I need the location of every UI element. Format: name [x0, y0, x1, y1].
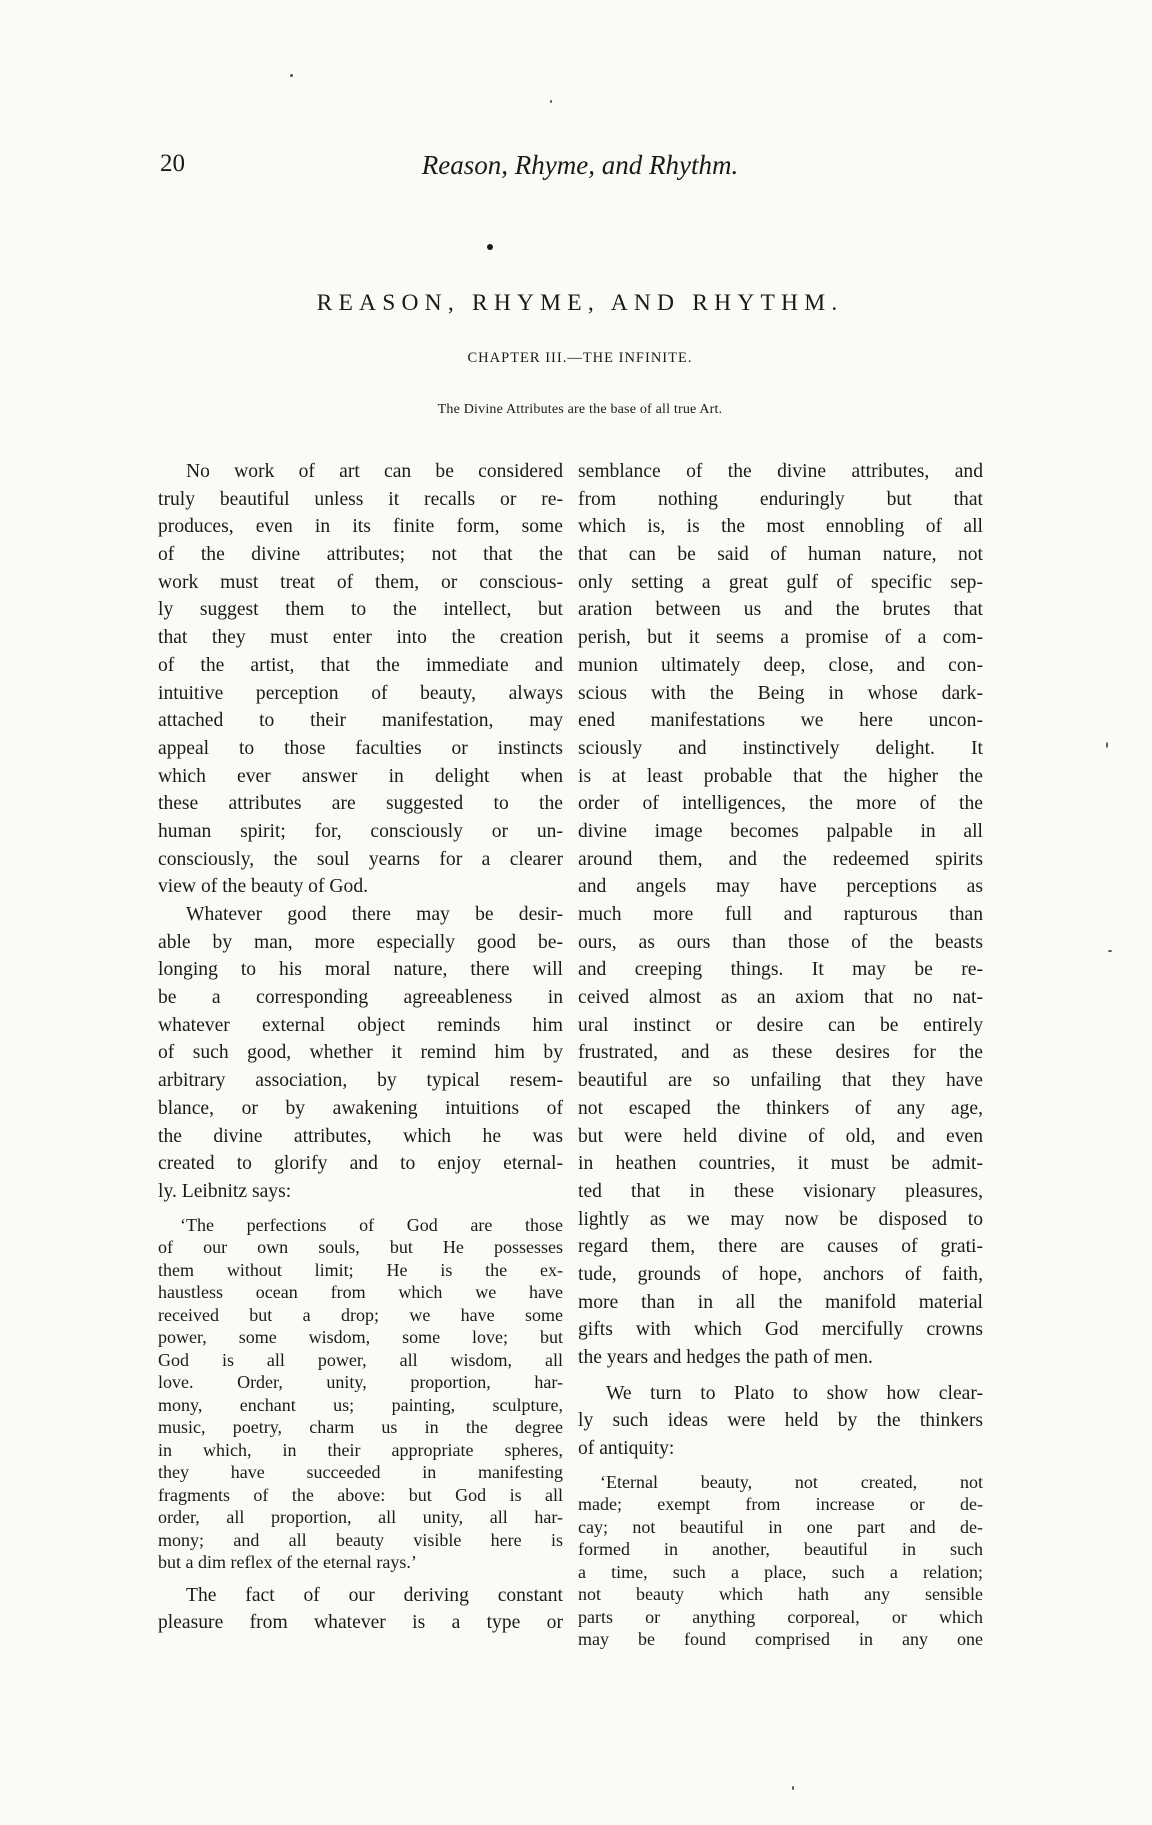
- text-line: only setting a great gulf of specific sep-: [578, 571, 983, 593]
- text-line: semblance of the divine attributes, and: [578, 461, 983, 482]
- quote-line: mony, enchant us; painting, sculpture,: [158, 1394, 563, 1415]
- text-line: of the divine attributes; not that the: [158, 544, 563, 566]
- text-line: The fact of our deriving constant: [186, 1584, 563, 1606]
- quote-line: love. Order, unity, proportion, har-: [158, 1372, 563, 1393]
- text-line: that can be said of human nature, not: [578, 544, 983, 566]
- scan-speck: [550, 100, 552, 103]
- text-line: that they must enter into the creation: [158, 627, 563, 649]
- text-line: ceived almost as an axiom that no nat-: [578, 987, 983, 1009]
- quote-line: formed in another, beautiful in such: [578, 1539, 983, 1560]
- text-line: much more full and rapturous than: [578, 904, 983, 925]
- paragraph: [158, 901, 563, 1206]
- text-line: around them, and the redeemed spirits: [578, 848, 983, 870]
- text-line: more than in all the manifold material: [578, 1291, 983, 1313]
- scan-speck: [1108, 950, 1112, 952]
- text-line: which is, is the most ennobling of all: [578, 516, 983, 538]
- running-head: [160, 150, 1000, 190]
- quote-line: in which, in their appropriate spheres,: [158, 1439, 563, 1460]
- text-line: scious with the Being in whose dark-: [578, 682, 983, 704]
- text-line: these attributes are suggested to the: [158, 793, 563, 815]
- chapter-title: CHAPTER III.—THE INFINITE.: [467, 350, 693, 366]
- scan-speck: [792, 1786, 794, 1790]
- left-column: [158, 458, 563, 1637]
- quote-line: God is all power, all wisdom, all: [158, 1349, 563, 1370]
- quote-line: may be found comprised in any one: [578, 1629, 983, 1650]
- quote-line: fragments of the above: but God is all: [158, 1484, 563, 1505]
- text-line: the divine attributes, which he was: [158, 1125, 563, 1147]
- text-line: be a corresponding agreeableness in: [158, 987, 563, 1009]
- quote-line: received but a drop; we have some: [158, 1304, 563, 1325]
- text-line: of such good, whether it remind him by: [158, 1042, 563, 1064]
- quote-line: ‘The perfections of God are those: [180, 1214, 563, 1235]
- text-line: of antiquity:: [578, 1438, 675, 1460]
- ornament-dot: [487, 244, 493, 250]
- text-line: ly suggest them to the intellect, but: [158, 599, 563, 621]
- scan-speck: [1106, 742, 1108, 748]
- text-line: No work of art can be considered: [186, 461, 563, 482]
- text-line: ours, as ours than those of the beasts: [578, 931, 983, 953]
- quote-line: them without limit; He is the ex-: [158, 1259, 563, 1280]
- text-line: perish, but it seems a promise of a com-: [578, 627, 983, 649]
- text-line: aration between us and the brutes that: [578, 599, 983, 621]
- text-line: from nothing enduringly but that: [578, 488, 983, 510]
- text-line: ly. Leibnitz says:: [158, 1180, 292, 1202]
- page-number: 20: [160, 150, 185, 177]
- quote-line: music, poetry, charm us in the degree: [158, 1417, 563, 1438]
- paragraph: [158, 458, 563, 901]
- text-line: regard them, there are causes of grati-: [578, 1236, 983, 1258]
- quote-line: power, some wisdom, some love; but: [158, 1327, 563, 1348]
- text-line: not escaped the thinkers of any age,: [578, 1097, 983, 1119]
- paragraph: [578, 458, 983, 1372]
- text-line: frustrated, and as these desires for the: [578, 1042, 983, 1064]
- quote-line: order, all proportion, all unity, all har-: [158, 1507, 563, 1528]
- text-line: pleasure from whatever is a type or: [158, 1612, 563, 1634]
- text-line: and creeping things. It may be re-: [578, 959, 983, 981]
- text-line: We turn to Plato to show how clear-: [606, 1382, 983, 1404]
- quote-line: of our own souls, but He possesses: [158, 1237, 563, 1258]
- text-line: which ever answer in delight when: [158, 765, 563, 787]
- text-line: view of the beauty of God.: [158, 876, 369, 898]
- text-line: lightly as we may now be disposed to: [578, 1208, 983, 1230]
- text-line: ly such ideas were held by the thinkers: [578, 1410, 983, 1432]
- running-title: Reason, Rhyme, and Rhythm.: [421, 150, 739, 180]
- text-line: beautiful are so unfailing that they have: [578, 1070, 983, 1092]
- quote-line: a time, such a place, such a relation;: [578, 1561, 983, 1582]
- text-line: divine image becomes palpable in all: [578, 820, 983, 842]
- text-line: in heathen countries, it must be admit-: [578, 1153, 983, 1175]
- text-line: munion ultimately deep, close, and con-: [578, 654, 983, 676]
- text-line: tude, grounds of hope, anchors of faith,: [578, 1263, 983, 1285]
- quote-line: made; exempt from increase or de-: [578, 1494, 983, 1515]
- text-line: created to glorify and to enjoy eternal-: [158, 1153, 563, 1175]
- text-line: ural instinct or desire can be entirely: [578, 1014, 983, 1036]
- text-line: gifts with which God mercifully crowns: [578, 1319, 983, 1341]
- paragraph: [578, 1380, 983, 1463]
- text-line: appeal to those faculties or instincts: [158, 737, 563, 759]
- text-line: and angels may have perceptions as: [578, 876, 983, 898]
- paragraph: [158, 1582, 563, 1637]
- quote-line: ‘Eternal beauty, not created, not: [600, 1471, 983, 1492]
- text-line: is at least probable that the higher the: [578, 765, 983, 787]
- text-line: order of intelligences, the more of the: [578, 793, 983, 815]
- scan-speck: [290, 74, 293, 77]
- text-line: attached to their manifestation, may: [158, 710, 563, 732]
- text-line: arbitrary association, by typical resem-: [158, 1070, 563, 1092]
- text-line: sciously and instinctively delight. It: [578, 737, 983, 759]
- text-line: intuitive perception of beauty, always: [158, 682, 563, 704]
- text-line: consciously, the soul yearns for a clearer: [158, 848, 563, 870]
- text-line: able by man, more especially good be-: [158, 931, 563, 953]
- text-line: blance, or by awakening intuitions of: [158, 1097, 563, 1119]
- text-line: the years and hedges the path of men.: [578, 1347, 873, 1368]
- text-line: of the artist, that the immediate and: [158, 654, 563, 676]
- block-quote: [158, 1214, 563, 1574]
- quote-line: parts or anything corporeal, or which: [578, 1606, 983, 1627]
- block-quote: [578, 1471, 983, 1651]
- quote-line: not beauty which hath any sensible: [578, 1584, 983, 1605]
- text-line: but were held divine of old, and even: [578, 1125, 983, 1147]
- text-line: human spirit; for, consciously or un-: [158, 820, 563, 842]
- text-line: ened manifestations we here uncon-: [578, 710, 983, 732]
- quote-line: cay; not beautiful in one part and de-: [578, 1516, 983, 1537]
- right-column: [578, 458, 983, 1651]
- text-line: Whatever good there may be desir-: [186, 904, 563, 925]
- text-line: ted that in these visionary pleasures,: [578, 1180, 983, 1202]
- quote-line: haustless ocean from which we have: [158, 1282, 563, 1303]
- text-line: longing to his moral nature, there will: [158, 959, 563, 981]
- article-title: REASON, RHYME, AND RHYTHM.: [316, 290, 844, 316]
- quote-line: they have succeeded in manifesting: [158, 1462, 563, 1483]
- text-line: work must treat of them, or conscious-: [158, 571, 563, 593]
- epigraph: The Divine Attributes are the base of all true Art.: [437, 402, 723, 417]
- quote-line: but a dim reflex of the eternal rays.’: [158, 1552, 417, 1573]
- text-line: produces, even in its finite form, some: [158, 516, 563, 538]
- text-line: whatever external object reminds him: [158, 1014, 563, 1036]
- text-line: truly beautiful unless it recalls or re-: [158, 488, 563, 510]
- quote-line: mony; and all beauty visible here is: [158, 1529, 563, 1550]
